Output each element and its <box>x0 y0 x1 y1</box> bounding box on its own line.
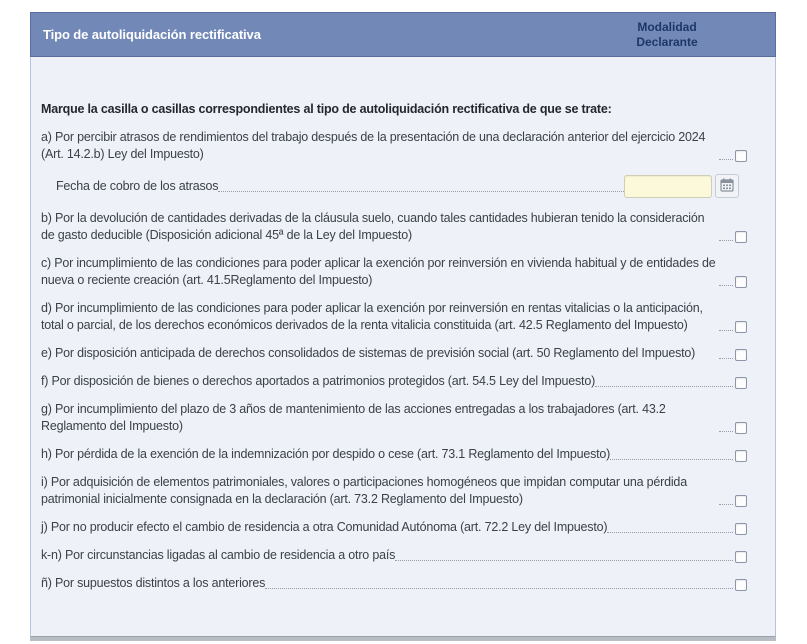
checkbox-kn[interactable] <box>735 551 747 563</box>
item-row-c <box>41 255 747 289</box>
checkbox-e[interactable] <box>735 349 747 361</box>
checkbox-g[interactable] <box>735 422 747 434</box>
calendar-button[interactable] <box>715 174 739 198</box>
item-label-a: a) Por percibir atrasos de rendimientos del trabajo después de la presentación de una declaración anterior del ejercicio 2024 (Art. 14.2.b) Ley del Impuesto) <box>41 130 706 161</box>
checkbox-c[interactable] <box>735 276 747 288</box>
item-row-i <box>41 474 747 508</box>
item-row-enye <box>41 575 747 592</box>
dotted-leader <box>719 430 733 432</box>
dotted-leader <box>610 458 733 460</box>
item-label-i: i) Por adquisición de elementos patrimoniales, valores o participaciones homogéneos que impidan computar una pérdida patrimonial inicialmente consignada en la declaración (art. 73.2 Reglamento del Impuesto) <box>41 475 687 506</box>
dotted-leader <box>607 531 733 533</box>
item-label-e: e) Por disposición anticipada de derechos consolidados de sistemas de previsión social (art. 50 Reglamento del Impuesto) <box>41 346 696 360</box>
item-label-kn: k-n) Por circunstancias ligadas al cambio de residencia a otro país <box>41 548 396 562</box>
checkbox-a[interactable] <box>735 150 747 162</box>
page-title: Tipo de autoliquidación rectificativa <box>43 27 261 42</box>
item-label-enye: ñ) Por supuestos distintos a los anteriores <box>41 576 266 590</box>
item-row-b <box>41 210 747 244</box>
checkbox-enye[interactable] <box>735 579 747 591</box>
fecha-cobro-input[interactable] <box>624 175 712 198</box>
dotted-leader <box>395 559 733 561</box>
checkbox-j[interactable] <box>735 523 747 535</box>
item-label-g: g) Por incumplimiento del plazo de 3 años de mantenimiento de las acciones entregadas a los trabajadores (art. 43.2 Reglamento del Impuesto) <box>41 402 666 433</box>
dotted-leader <box>719 239 733 241</box>
section-header-bar <box>30 12 776 57</box>
item-label-c: c) Por incumplimiento de las condiciones para poder aplicar la exención por reinversión en vivienda habitual y de entidades de nueva o reciente creación (art. 41.5Reglamento del Impuesto) <box>41 256 716 287</box>
item-row-h <box>41 446 747 463</box>
item-row-kn <box>41 547 747 564</box>
checkbox-h[interactable] <box>735 450 747 462</box>
intro-text: Marque la casilla o casillas correspondientes al tipo de autoliquidación rectificativa de que se trate: <box>41 102 612 116</box>
column-header-modalidad-declarante: Modalidad Declarante <box>636 19 698 49</box>
item-label-h: h) Por pérdida de la exención de la indemnización por despido o cese (art. 73.1 Reglamento del Impuesto) <box>41 447 611 461</box>
item-row-f <box>41 373 747 390</box>
dotted-leader <box>719 503 733 505</box>
checkbox-d[interactable] <box>735 321 747 333</box>
checkbox-b[interactable] <box>735 231 747 243</box>
rectificativa-section <box>30 12 776 641</box>
item-label-b: b) Por la devolución de cantidades derivadas de la cláusula suelo, cuando tales cantidades hubieran tenido la consideración de gasto deducible (Disposición adicional 45ª de la Ley del Impuesto) <box>41 211 705 242</box>
dotted-leader <box>719 158 733 160</box>
dotted-leader <box>595 385 733 387</box>
fecha-cobro-row <box>56 174 747 198</box>
item-row-a <box>41 129 747 163</box>
item-row-d <box>41 300 747 334</box>
dotted-leader <box>719 284 733 286</box>
item-row-j <box>41 519 747 536</box>
panel-bottom-shadow <box>30 637 776 641</box>
dotted-leader <box>218 190 624 192</box>
dotted-leader <box>719 357 733 359</box>
section-body-panel <box>30 57 776 637</box>
item-row-g <box>41 401 747 435</box>
dotted-leader <box>719 329 733 331</box>
checkbox-f[interactable] <box>735 377 747 389</box>
item-row-e <box>41 345 747 362</box>
checkbox-i[interactable] <box>735 495 747 507</box>
fecha-cobro-label: Fecha de cobro de los atrasos <box>56 179 219 193</box>
calendar-icon <box>720 178 734 195</box>
item-label-d: d) Por incumplimiento de las condiciones para poder aplicar la exención por reinversión en rentas vitalicias o la anticipación, total o parcial, de los derechos económicos derivados de la renta vitalicia constituida (art. 42.5 Reglamento del Impuesto) <box>41 301 703 332</box>
item-label-f: f) Por disposición de bienes o derechos aportados a patrimonios protegidos (art. 54.5 Ley del Impuesto) <box>41 374 596 388</box>
dotted-leader <box>265 587 733 589</box>
item-label-j: j) Por no producir efecto el cambio de residencia a otra Comunidad Autónoma (art. 72.2 Ley del Impuesto) <box>41 520 608 534</box>
